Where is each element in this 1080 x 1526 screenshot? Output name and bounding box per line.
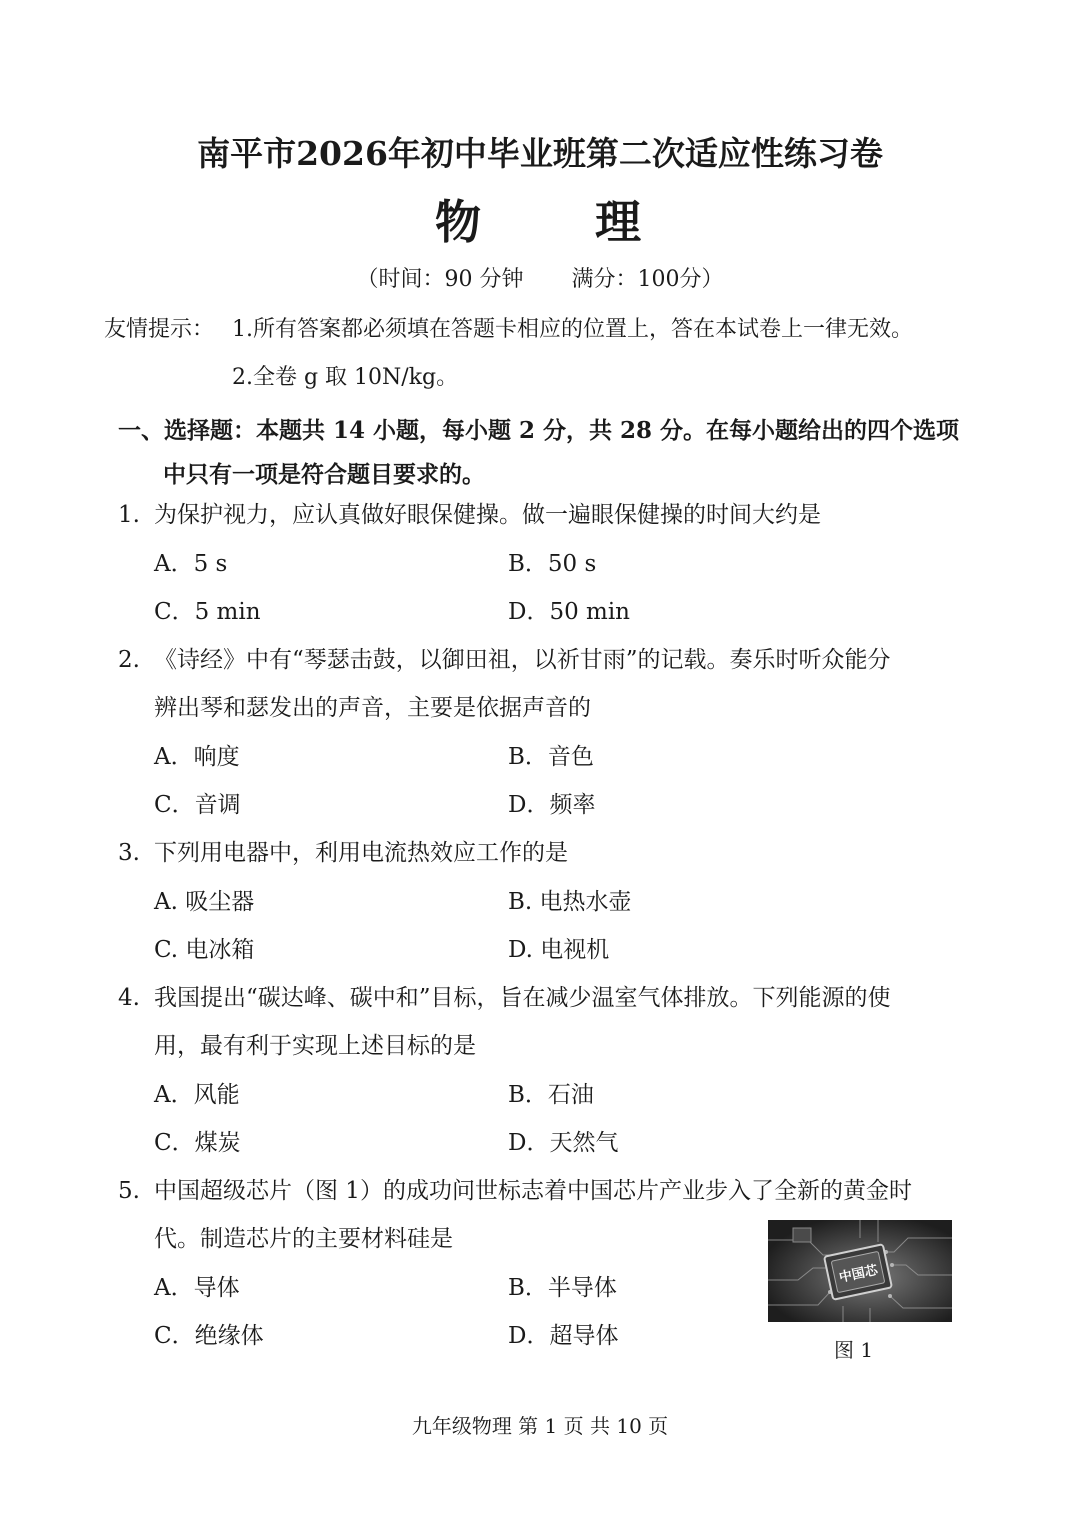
subject-title — [0, 186, 1080, 252]
exam-score: 满分：100分） — [571, 267, 724, 292]
q4-option-d: D．天然气 — [508, 1130, 619, 1156]
q2-option-a: A．响度 — [154, 744, 240, 770]
question-number: 5. — [118, 1178, 140, 1204]
q4-option-c: C．煤炭 — [154, 1130, 241, 1156]
question-4-cont: 用，最有利于实现上述目标的是 — [154, 1033, 476, 1059]
q4-option-b: B．石油 — [508, 1082, 594, 1108]
exam-title: 南平市2026年初中毕业班第二次适应性练习卷 — [197, 134, 883, 173]
q1-option-d: D．50 min — [508, 599, 630, 625]
q5-option-a: A．导体 — [154, 1275, 240, 1301]
question-text: 为保护视力，应认真做好眼保健操。做一遍眼保健操的时间大约是 — [154, 502, 821, 528]
question-number: 1. — [118, 502, 140, 528]
question-5-cont: 代。制造芯片的主要材料硅是 — [154, 1226, 453, 1252]
exam-meta — [0, 262, 1080, 293]
chip-figure — [768, 1220, 952, 1322]
q1-option-a: A．5 s — [154, 551, 228, 577]
question-text: 下列用电器中，利用电流热效应工作的是 — [154, 840, 568, 866]
tips-label: 友情提示： — [104, 317, 215, 342]
q2-option-d: D．频率 — [508, 792, 596, 818]
section-heading-cont: 中只有一项是符合题目要求的。 — [163, 461, 485, 488]
figure-caption: 图 1 — [834, 1338, 874, 1362]
question-number: 2. — [118, 647, 140, 673]
section-heading: 一、选择题：本题共 14 小题，每小题 2 分，共 28 分。在每小题给出的四个选项 — [118, 417, 960, 444]
question-3 — [118, 834, 568, 867]
question-5 — [118, 1172, 912, 1205]
question-2-cont: 辨出琴和瑟发出的声音，主要是依据声音的 — [154, 695, 591, 721]
question-4 — [118, 979, 891, 1012]
tip-2: 2.全卷 g 取 10N/kg。 — [232, 365, 459, 390]
question-text: 中国超级芯片（图 1）的成功问世标志着中国芯片产业步入了全新的黄金时 — [154, 1178, 912, 1204]
subject-char-2: 理 — [595, 195, 645, 249]
chip-label: 中国芯 — [837, 1263, 880, 1286]
tip-1: 1.所有答案都必须填在答题卡相应的位置上，答在本试卷上一律无效。 — [232, 317, 913, 342]
question-number: 3. — [118, 840, 140, 866]
q3-option-c: C. 电冰箱 — [154, 937, 255, 963]
chip-illustration — [768, 1220, 952, 1322]
question-2 — [118, 641, 891, 674]
q2-option-c: C．音调 — [154, 792, 241, 818]
q3-option-a: A. 吸尘器 — [154, 889, 255, 915]
q1-option-c: C．5 min — [154, 599, 261, 625]
q5-option-c: C．绝缘体 — [154, 1323, 264, 1349]
q4-option-a: A．风能 — [154, 1082, 240, 1108]
q3-option-b: B. 电热水壶 — [508, 889, 632, 915]
q3-option-d: D. 电视机 — [508, 937, 610, 963]
subject-char-1: 物 — [435, 195, 485, 249]
page-footer: 九年级物理 第 1 页 共 10 页 — [411, 1414, 669, 1438]
question-number: 4. — [118, 985, 140, 1011]
q5-option-d: D．超导体 — [508, 1323, 619, 1349]
exam-time: （时间：90 分钟 — [356, 267, 524, 292]
question-text: 《诗经》中有“琴瑟击鼓，以御田祖，以祈甘雨”的记载。奏乐时听众能分 — [154, 647, 891, 673]
q1-option-b: B．50 s — [508, 551, 597, 577]
q2-option-b: B．音色 — [508, 744, 594, 770]
question-1 — [118, 496, 821, 529]
q5-option-b: B．半导体 — [508, 1275, 617, 1301]
question-text: 我国提出“碳达峰、碳中和”目标，旨在减少温室气体排放。下列能源的使 — [154, 985, 891, 1011]
